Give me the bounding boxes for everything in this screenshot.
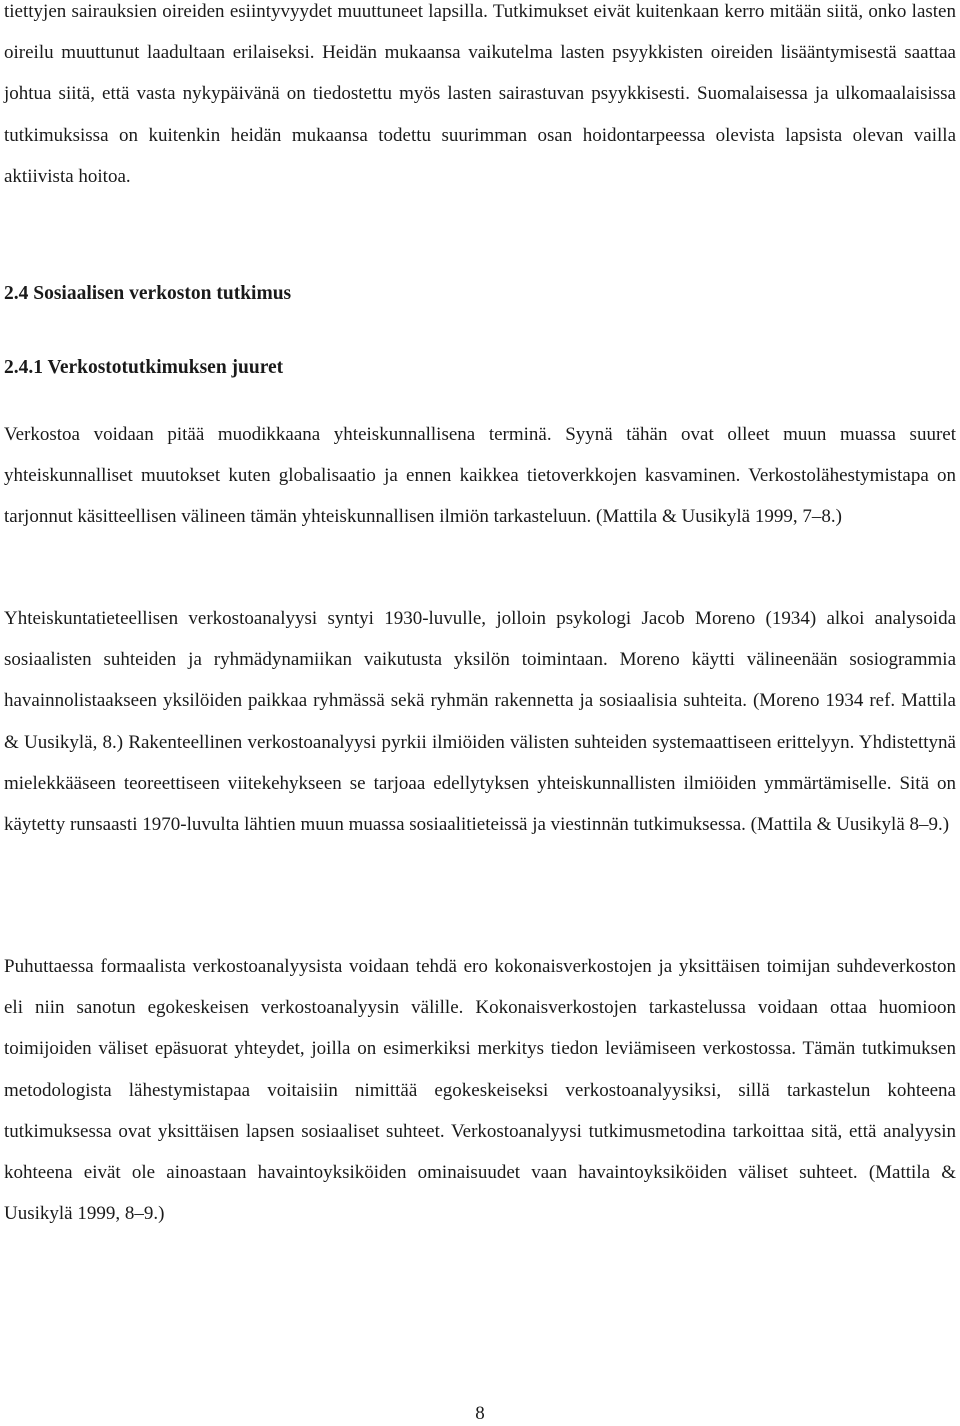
paragraph-intro: tiettyjen sairauksien oireiden esiintyvyydet muuttuneet lapsilla. Tutkimukset eivät kuitenkaan kerro mitään siitä, onko lasten oireilu muuttunut laadultaan erilaiseksi. Heidän mukaansa vaikutelma lasten psyykkisten oireiden lisääntymisestä saattaa johtua siitä, että vasta nykypäivänä on tiedostettu myös lasten sairastuvan psyykkisesti. Suomalaisessa ja ulkomaalaisissa tutkimuksissa on kuitenkin heidän mukaansa todettu suurimman osan hoidontarpeessa olevista lapsista olevan vailla aktiivista hoitoa. xyxy=(4,1,956,187)
paragraph-network-term: Verkostoa voidaan pitää muodikkaana yhteiskunnallisena terminä. Syynä tähän ovat olleet muun muassa suuret yhteiskunnalliset muutokset kuten globalisaatio ja ennen kaikkea tietoverkkojen kasvaminen. Verkostolähestymistapa on tarjonnut käsitteellisen välineen tämän yhteiskunnallisen ilmiön tarkasteluun. (Mattila & Uusikylä 1999, 7–8.) xyxy=(4,424,956,528)
paragraph-egocentric-analysis: Puhuttaessa formaalista verkostoanalyysista voidaan tehdä ero kokonaisverkostojen ja yksittäisen toimijan suhdeverkoston eli niin sanotun egokeskeisen verkostoanalyysin välille. Kokonaisverkostojen tarkastelussa voidaan ottaa huomioon toimijoiden väliset epäsuorat yhteydet, joilla on esimerkiksi merkitys tiedon leviämiseen verkostossa. Tämän tutkimuksen metodologista lähestymistapaa voitaisiin nimittää egokeskeiseksi verkostoanalyysiksi, sillä tarkastelun kohteena tutkimuksessa ovat yksittäisen lapsen sosiaaliset suhteet. Verkostoanalyysi tutkimusmetodina tarkoittaa sitä, että analyysin kohteena eivät ole ainoastaan havaintoyksiköiden ominaisuudet vaan havaintoyksiköiden väliset suhteet. (Mattila & Uusikylä 1999, 8–9.) xyxy=(4,956,956,1225)
subsection-heading: 2.4.1 Verkostotutkimuksen juuret xyxy=(4,357,284,378)
page-number: 8 xyxy=(475,1403,485,1424)
section-heading: 2.4 Sosiaalisen verkoston tutkimus xyxy=(4,283,292,304)
paragraph-network-analysis-history: Yhteiskuntatieteellisen verkostoanalyysi syntyi 1930-luvulle, jolloin psykologi Jacob Moreno (1934) alkoi analysoida sosiaalisten suhteiden ja ryhmädynamiikan vaikutusta yksilön toimintaan. Moreno käytti välineenään sosiogrammia havainnolistaakseen yksilöiden paikkaa ryhmässä sekä ryhmän rakennetta ja sosiaalisia suhteita. (Moreno 1934 ref. Mattila & Uusikylä, 8.) Rakenteellinen verkostoanalyysi pyrkii ilmiöiden välisten suhteiden systemaattiseen erittelyyn. Yhdistettynä mielekkääseen teoreettiseen viitekehykseen se tarjoaa edellytyksen yhteiskunnallisten ilmiöiden ymmärtämiselle. Sitä on käytetty runsaasti 1970-luvulta lähtien muun muassa sosiaalitieteissä ja viestinnän tutkimuksessa. (Mattila & Uusikylä 8–9.) xyxy=(4,608,956,836)
